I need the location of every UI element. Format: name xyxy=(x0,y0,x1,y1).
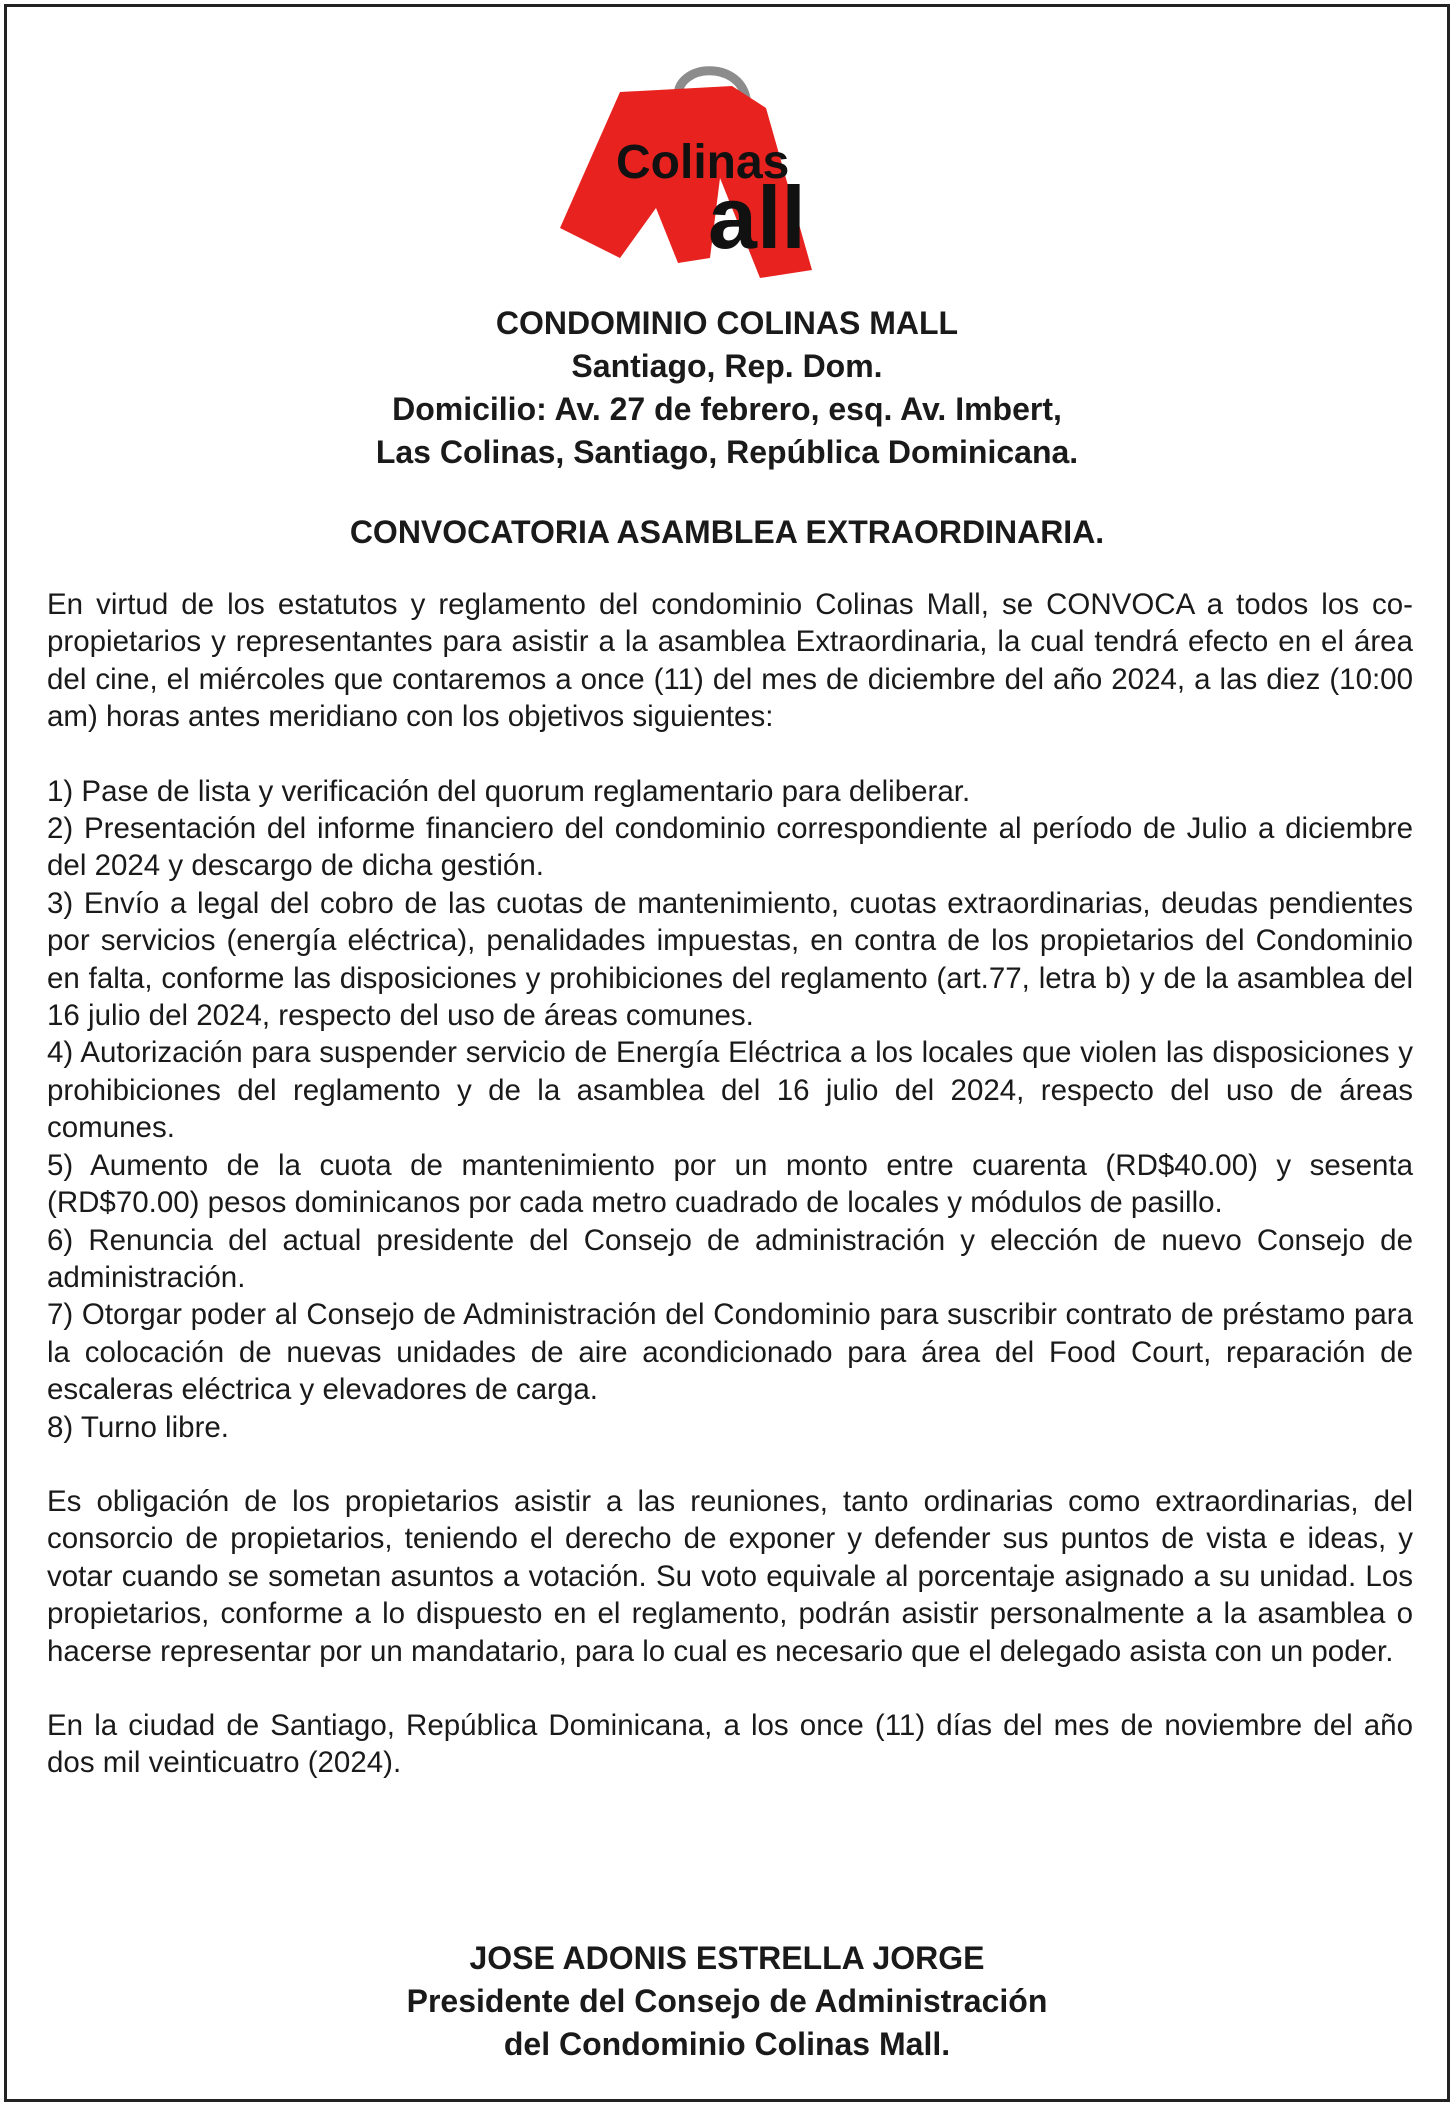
signatory-role-line-1: Presidente del Consejo de Administración xyxy=(406,1983,1048,2019)
logo-text-all: all xyxy=(708,168,806,267)
closing-paragraph: En la ciudad de Santiago, República Dominicana, a los once (11) días del mes de noviembre del año dos mil veinticuatro (2024). xyxy=(47,1708,1413,1780)
agenda-item-5: 5) Aumento de la cuota de mantenimiento por un monto entre cuarenta (RD$40.00) y sesenta (RD$70.00) pesos dominicanos por cada metro cuadrado de locales y módulos de pasillo. xyxy=(47,1148,1413,1220)
signatory-name: JOSE ADONIS ESTRELLA JORGE xyxy=(469,1940,985,1976)
signature-block xyxy=(0,1937,1454,2066)
agenda-item-3: 3) Envío a legal del cobro de las cuotas de mantenimiento, cuotas extraordinarias, deudas pendientes por servicios (energía eléctrica), penalidades impuestas, en contra de los propietarios del Condominio en falta, conforme las disposiciones y prohibiciones del reglamento (art.77, letra b) y de la asamblea del 16 julio del 2024, respecto del uso de áreas comunes. xyxy=(47,886,1413,1033)
colinas-mall-logo xyxy=(560,58,890,288)
header-line-1: CONDOMINIO COLINAS MALL xyxy=(495,305,959,341)
header-line-3: Domicilio: Av. 27 de febrero, esq. Av. Imbert, xyxy=(392,391,1062,427)
intro-paragraph: En virtud de los estatutos y reglamento del condominio Colinas Mall, se CONVOCA a todos los co-propietarios y representantes para asistir a la asamblea Extraordinaria, la cual tendrá efecto en el área del cine, el miércoles que contaremos a once (11) del mes de diciembre del año 2024, a las diez (10:00 am) horas antes meridiano con los objetivos siguientes: xyxy=(47,588,1413,734)
agenda-item-2: 2) Presentación del informe financiero del condominio correspondiente al período de Julio a diciembre del 2024 y descargo de dicha gestión. xyxy=(47,812,1413,883)
organization-header xyxy=(0,302,1454,474)
logo-text-colinas: Colinas xyxy=(616,136,790,189)
header-line-4: Las Colinas, Santiago, República Dominicana. xyxy=(375,434,1079,470)
notice-title: CONVOCATORIA ASAMBLEA EXTRAORDINARIA. xyxy=(349,514,1105,550)
agenda-item-8: 8) Turno libre. xyxy=(47,1410,229,1444)
header-line-2: Santiago, Rep. Dom. xyxy=(571,348,883,384)
signatory-role-line-2: del Condominio Colinas Mall. xyxy=(503,2026,951,2062)
obligation-paragraph: Es obligación de los propietarios asistir a las reuniones, tanto ordinarias como extraordinarias, del consorcio de propietarios, teniendo el derecho de exponer y defender sus puntos de vista e ideas, y votar cuando se sometan asuntos a votación. Su voto equivale al porcentaje asignado a su unidad. Los propietarios, conforme a lo dispuesto en el reglamento, podrán asistir personalmente a la asamblea o hacerse representar por un mandatario, para lo cual es necesario que el delegado asista con un poder. xyxy=(47,1484,1413,1668)
agenda-item-4: 4) Autorización para suspender servicio de Energía Eléctrica a los locales que violen las disposiciones y prohibiciones del reglamento y de la asamblea del 16 julio del 2024, respecto del uso de áreas comunes. xyxy=(47,1036,1413,1145)
agenda-item-1: 1) Pase de lista y verificación del quorum reglamentario para deliberar. xyxy=(47,774,971,808)
agenda-item-7: 7) Otorgar poder al Consejo de Administración del Condominio para suscribir contrato de préstamo para la colocación de nuevas unidades de aire acondicionado para área del Food Court, reparación de escaleras eléctrica y elevadores de carga. xyxy=(47,1298,1413,1407)
notice-body xyxy=(47,586,1413,1782)
agenda-item-6: 6) Renuncia del actual presidente del Consejo de administración y elección de nuevo Consejo de administración. xyxy=(47,1223,1413,1294)
